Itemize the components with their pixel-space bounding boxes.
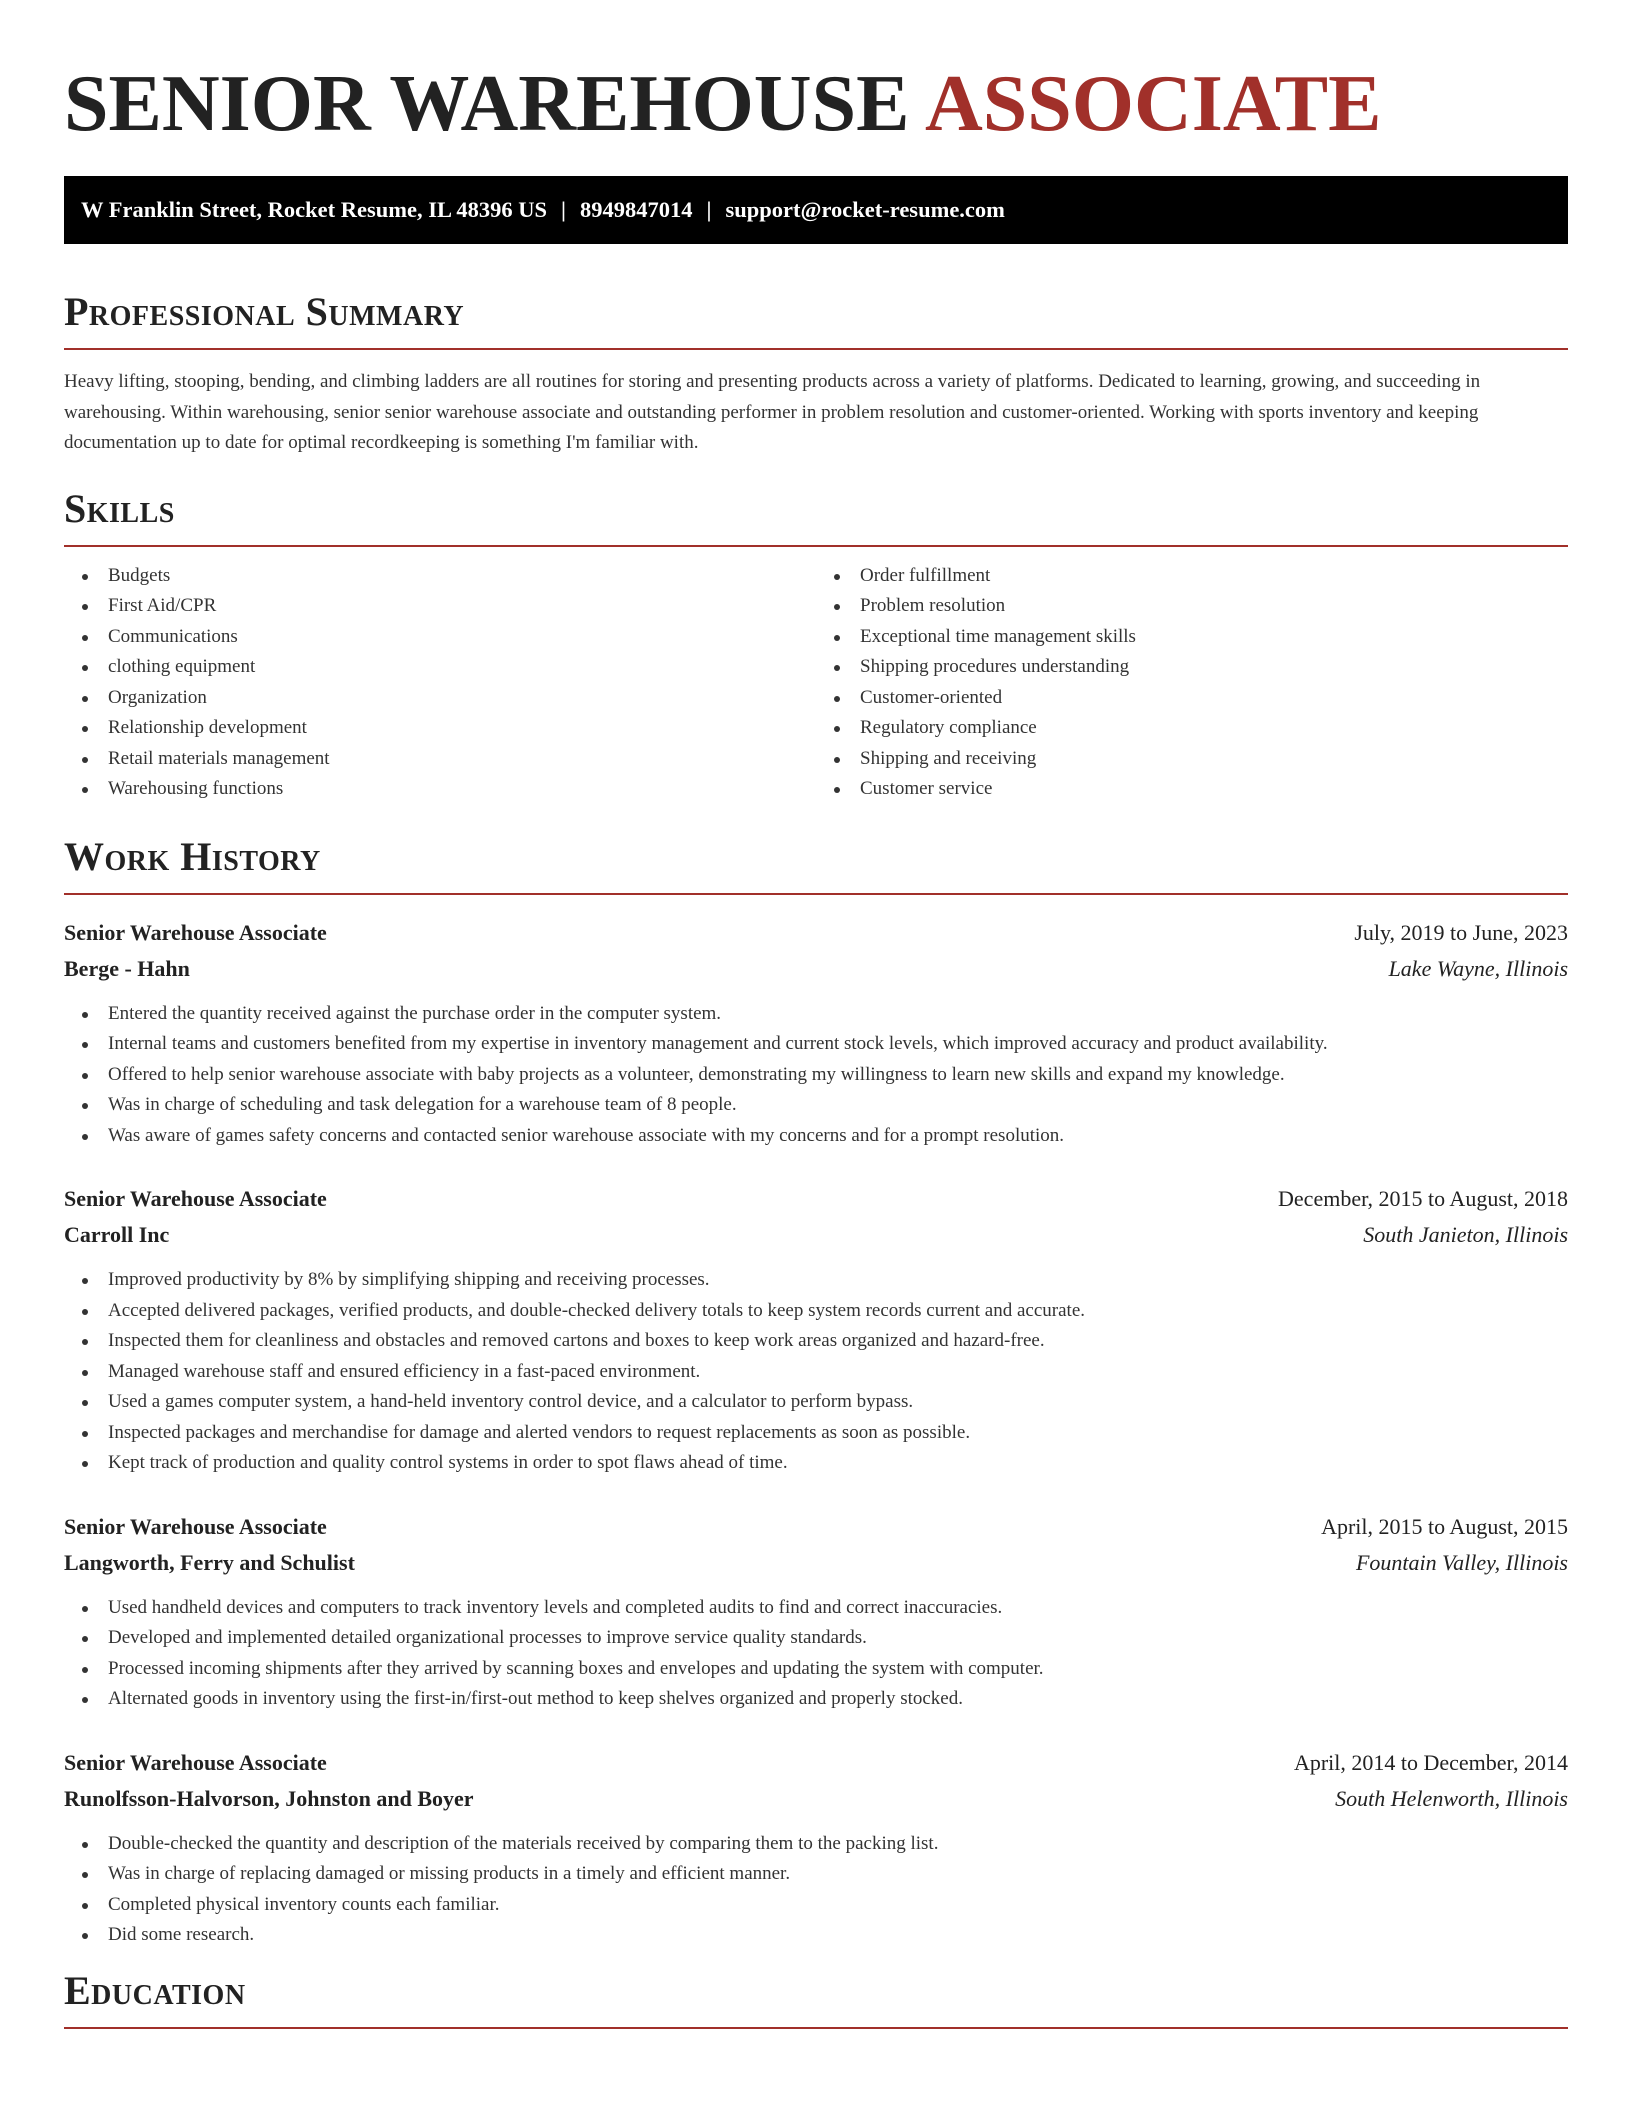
job-company-row <box>64 1545 1568 1581</box>
skill-item: Customer-oriented <box>860 683 1568 714</box>
skills-section <box>64 483 1568 805</box>
job-bullet: Kept track of production and quality control systems in order to spot flaws ahead of time. <box>108 1448 1568 1479</box>
section-heading-skills: Skills <box>64 485 175 531</box>
job-header-row <box>64 1181 1568 1217</box>
job-bullet: Double-checked the quantity and description of the materials received by comparing them to the packing list. <box>108 1829 1568 1860</box>
section-divider <box>64 348 1568 350</box>
job-bullet: Processed incoming shipments after they arrived by scanning boxes and envelopes and updating the system with computer. <box>108 1654 1568 1685</box>
skill-item: Order fulfillment <box>860 561 1568 592</box>
skill-item: Warehousing functions <box>108 774 816 805</box>
skill-item: Retail materials management <box>108 744 816 775</box>
job-bullet: Improved productivity by 8% by simplifying shipping and receiving processes. <box>108 1265 1568 1296</box>
job-title: Senior Warehouse Associate <box>64 1749 327 1775</box>
skill-item: Exceptional time management skills <box>860 622 1568 653</box>
job-location: Lake Wayne, Illinois <box>1388 955 1568 981</box>
skill-item: Shipping and receiving <box>860 744 1568 775</box>
education-section <box>64 1965 1568 2029</box>
job-entry <box>64 915 1568 1152</box>
job-entry <box>64 1181 1568 1479</box>
section-divider <box>64 893 1568 895</box>
skill-item: First Aid/CPR <box>108 591 816 622</box>
contact-bar <box>64 176 1568 244</box>
work-history-section <box>64 831 1568 1951</box>
skill-item: Communications <box>108 622 816 653</box>
job-bullet: Entered the quantity received against the purchase order in the computer system. <box>108 999 1568 1030</box>
skill-item: Regulatory compliance <box>860 713 1568 744</box>
job-entry <box>64 1745 1568 1951</box>
title-main: SENIOR WAREHOUSE <box>64 60 910 148</box>
job-company: Berge - Hahn <box>64 955 190 981</box>
job-entry <box>64 1509 1568 1715</box>
job-company: Runolfsson-Halvorson, Johnston and Boyer <box>64 1785 474 1811</box>
job-header-row <box>64 915 1568 951</box>
contact-separator: | <box>706 197 712 222</box>
job-bullet: Internal teams and customers benefited from my expertise in inventory management and current stock levels, which improved accuracy and product availability. <box>108 1029 1568 1060</box>
summary-section <box>64 286 1568 459</box>
job-dates: April, 2015 to August, 2015 <box>1321 1513 1568 1539</box>
section-divider <box>64 2027 1568 2029</box>
resume-title <box>64 0 1568 154</box>
job-title: Senior Warehouse Associate <box>64 1186 327 1211</box>
job-title: Senior Warehouse Associate <box>64 1513 327 1539</box>
job-bullet: Alternated goods in inventory using the first-in/first-out method to keep shelves organized and properly stocked. <box>108 1684 1568 1715</box>
job-bullet: Did some research. <box>108 1920 1568 1951</box>
job-bullet: Was in charge of replacing damaged or missing products in a timely and efficient manner. <box>108 1859 1568 1890</box>
job-bullet: Used a games computer system, a hand-held inventory control device, and a calculator to perform bypass. <box>108 1387 1568 1418</box>
skill-item: Relationship development <box>108 713 816 744</box>
job-location: South Janieton, Illinois <box>1363 1222 1568 1247</box>
skill-item: Customer service <box>860 774 1568 805</box>
job-company-row <box>64 1217 1568 1253</box>
contact-email: support@rocket-resume.com <box>725 197 1005 222</box>
section-heading-work-history: Work History <box>64 833 321 879</box>
job-header-row <box>64 1745 1568 1781</box>
job-bullets <box>64 1829 1568 1951</box>
job-bullets <box>64 1593 1568 1715</box>
job-location: Fountain Valley, Illinois <box>1355 1549 1568 1575</box>
skill-item: Budgets <box>108 561 816 592</box>
job-company: Langworth, Ferry and Schulist <box>64 1549 355 1575</box>
job-company: Carroll Inc <box>64 1222 170 1247</box>
job-bullet: Inspected them for cleanliness and obstacles and removed cartons and boxes to keep work areas organized and hazard-free. <box>108 1326 1568 1357</box>
job-bullet: Was aware of games safety concerns and contacted senior warehouse associate with my concerns and for a prompt resolution. <box>108 1121 1568 1152</box>
job-dates: April, 2014 to December, 2014 <box>1293 1749 1568 1775</box>
job-bullet: Managed warehouse staff and ensured efficiency in a fast-paced environment. <box>108 1357 1568 1388</box>
skill-item: Organization <box>108 683 816 714</box>
job-bullets <box>64 1265 1568 1479</box>
skill-item: clothing equipment <box>108 652 816 683</box>
skills-grid <box>64 561 1568 805</box>
contact-phone: 8949847014 <box>580 197 693 222</box>
skill-item: Problem resolution <box>860 591 1568 622</box>
job-title: Senior Warehouse Associate <box>64 919 327 945</box>
job-bullets <box>64 999 1568 1152</box>
job-dates: July, 2019 to June, 2023 <box>1354 919 1568 945</box>
job-company-row <box>64 1781 1568 1817</box>
contact-address: W Franklin Street, Rocket Resume, IL 48396 US <box>81 197 548 222</box>
job-bullet: Completed physical inventory counts each familiar. <box>108 1890 1568 1921</box>
job-location: South Helenworth, Illinois <box>1335 1785 1568 1811</box>
skills-list-right <box>816 561 1568 805</box>
job-bullet: Accepted delivered packages, verified products, and double-checked delivery totals to keep system records current and accurate. <box>108 1296 1568 1327</box>
skills-list-left <box>64 561 816 805</box>
job-bullet: Offered to help senior warehouse associate with baby projects as a volunteer, demonstrating my willingness to learn new skills and expand my knowledge. <box>108 1060 1568 1091</box>
summary-text: Heavy lifting, stooping, bending, and climbing ladders are all routines for storing and presenting products across a variety of platforms. Dedicated to learning, growing, and succeeding in warehousing. Within warehousing, senior senior warehouse associate and outstanding performer in problem resolution and customer-oriented. Working with sports inventory and keeping documentation up to date for optimal recordkeeping is something I'm familiar with. <box>64 371 1481 453</box>
job-bullet: Inspected packages and merchandise for damage and alerted vendors to request replacements as soon as possible. <box>108 1418 1568 1449</box>
contact-separator: | <box>561 197 567 222</box>
job-dates: December, 2015 to August, 2018 <box>1278 1186 1568 1211</box>
section-heading-education: Education <box>64 1967 246 2013</box>
job-bullet: Developed and implemented detailed organizational processes to improve service quality standards. <box>108 1623 1568 1654</box>
section-divider <box>64 545 1568 547</box>
job-bullet: Used handheld devices and computers to track inventory levels and completed audits to find and correct inaccuracies. <box>108 1593 1568 1624</box>
job-company-row <box>64 951 1568 987</box>
skill-item: Shipping procedures understanding <box>860 652 1568 683</box>
title-accent: ASSOCIATE <box>925 60 1382 148</box>
section-heading-summary: Professional Summary <box>64 289 465 334</box>
job-bullet: Was in charge of scheduling and task delegation for a warehouse team of 8 people. <box>108 1090 1568 1121</box>
job-header-row <box>64 1509 1568 1545</box>
